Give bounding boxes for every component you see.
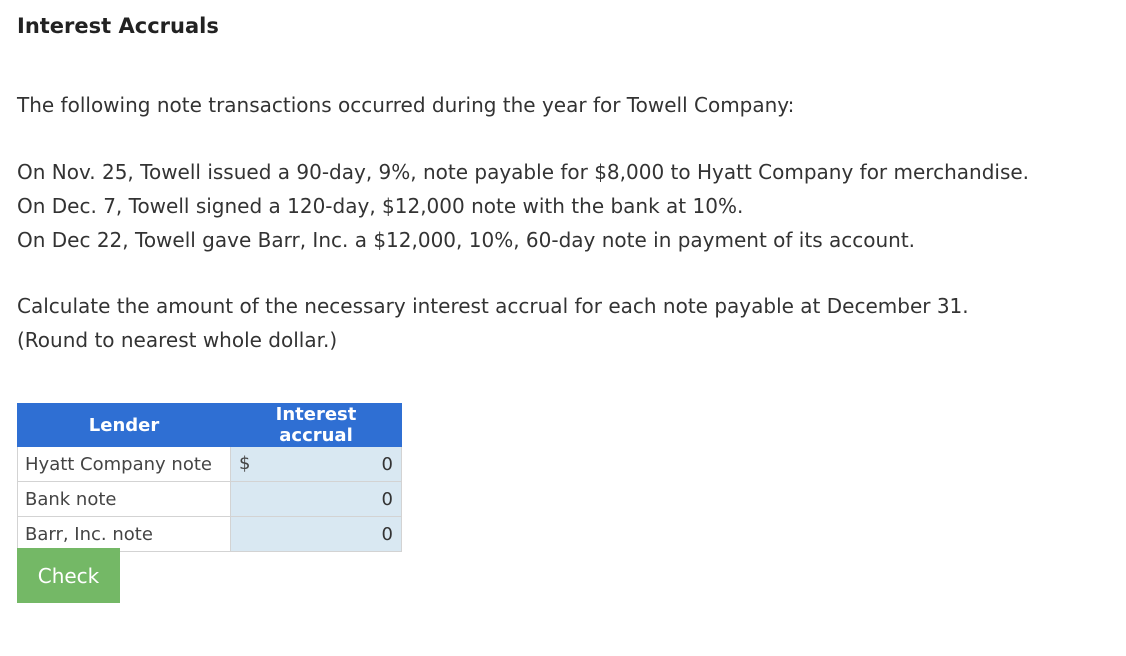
instruction-line: (Round to nearest whole dollar.) [17,328,338,352]
table-row [18,517,402,552]
lender-name: Barr, Inc. note [18,517,231,552]
check-button[interactable]: Check [17,548,120,603]
transactions-block [17,155,1029,257]
page-title: Interest Accruals [17,14,219,38]
hyatt-accrual-input[interactable] [231,447,401,481]
lender-column-header: Lender [18,404,231,447]
bank-accrual-input[interactable] [231,482,401,516]
accrual-cell [231,517,402,552]
currency-symbol: $ [239,453,251,474]
transaction-line: On Dec. 7, Towell signed a 120-day, $12,000 note with the bank at 10%. [17,194,744,218]
instructions-block [17,289,969,357]
intro-text: The following note transactions occurred during the year for Towell Company: [17,93,795,117]
accrual-cell [231,482,402,517]
table-row [18,482,402,517]
barr-accrual-input[interactable] [231,517,401,551]
transaction-line: On Nov. 25, Towell issued a 90-day, 9%, note payable for $8,000 to Hyatt Company for merchandise. [17,160,1030,184]
lender-name: Bank note [18,482,231,517]
table-row [18,447,402,482]
transaction-line: On Dec 22, Towell gave Barr, Inc. a $12,000, 10%, 60-day note in payment of its account. [17,228,916,252]
instruction-line: Calculate the amount of the necessary interest accrual for each note payable at December 31. [17,294,969,318]
accrual-cell [231,447,402,482]
interest-accrual-table [17,403,402,552]
lender-name: Hyatt Company note [18,447,231,482]
table-header-row [18,404,402,447]
interest-accrual-column-header: Interest accrual [231,404,402,447]
